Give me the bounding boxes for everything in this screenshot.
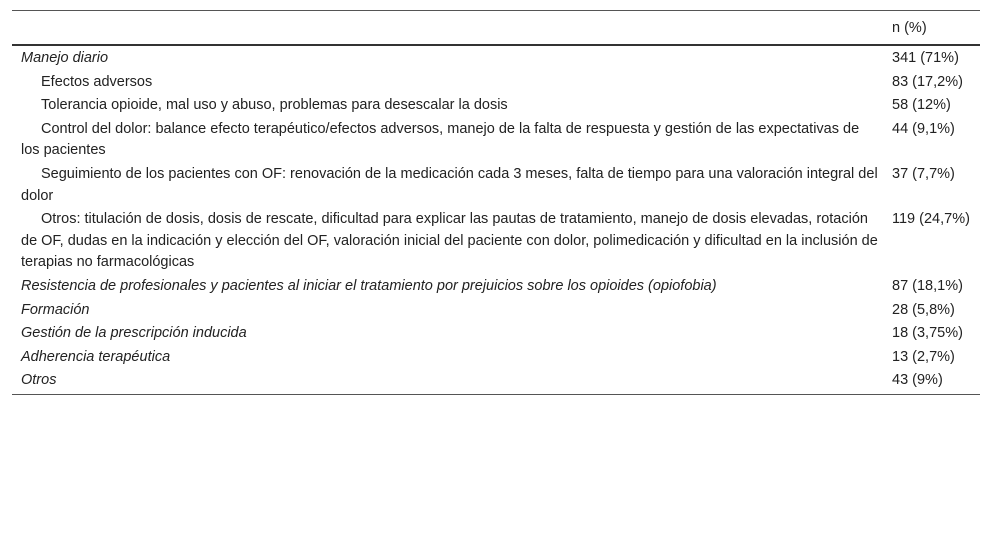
row-value: 18 (3,75%) (892, 325, 963, 342)
row-value: 341 (71%) (892, 50, 959, 66)
row-value: 58 (12%) (892, 97, 951, 114)
row-value: 37 (7,7%) (892, 165, 955, 182)
table-row (12, 321, 980, 345)
row-value: 28 (5,8%) (892, 301, 955, 318)
row-label: Efectos adversos (41, 73, 153, 90)
results-table (12, 10, 980, 395)
table-row (12, 117, 980, 162)
row-value: 13 (2,7%) (892, 348, 955, 365)
row-label: Adherencia terapéutica (21, 348, 171, 365)
row-value: 83 (17,2%) (892, 73, 963, 90)
table-row (12, 207, 980, 274)
table-row (12, 345, 980, 369)
table-row (12, 45, 980, 70)
table-row (12, 368, 980, 394)
row-value: 44 (9,1%) (892, 120, 955, 137)
table-header (12, 11, 980, 46)
row-value: 119 (24,7%) (892, 211, 970, 228)
results-table-container (12, 10, 980, 395)
header-description (12, 11, 886, 46)
row-label: Seguimiento de los pacientes con OF: renovación de la medicación cada 3 meses, falta de tiempo para una valoración integral del dolor (21, 165, 878, 204)
row-label: Otros (12, 368, 886, 394)
table-row (12, 70, 980, 94)
row-label: Otros: titulación de dosis, dosis de rescate, dificultad para explicar las pautas de tratamiento, manejo de dosis elevadas, rotación de OF, dudas en la indicación y elección del OF, valoración inicial del paciente con dolor, polimedicación y dificultad en la inclusión de terapias no farmacológicas (21, 211, 878, 271)
header-count: n (%) (886, 11, 980, 46)
header-row (12, 11, 980, 46)
table-body (12, 45, 980, 394)
table-row (12, 298, 980, 322)
row-label: Gestión de la prescripción inducida (21, 325, 247, 342)
table-row (12, 93, 980, 117)
row-value: 87 (18,1%) (892, 277, 963, 294)
row-label: Formación (21, 301, 90, 318)
row-value: 43 (9%) (886, 368, 980, 394)
row-label: Resistencia de profesionales y pacientes al iniciar el tratamiento por prejuicios sobre los opioides (opiofobia) (21, 277, 717, 294)
table-row (12, 274, 980, 298)
row-label: Control del dolor: balance efecto terapéutico/efectos adversos, manejo de la falta de respuesta y gestión de las expectativas de los pacientes (21, 120, 860, 159)
row-label: Manejo diario (21, 50, 109, 66)
row-label: Tolerancia opioide, mal uso y abuso, problemas para desescalar la dosis (41, 97, 508, 114)
table-row (12, 162, 980, 207)
